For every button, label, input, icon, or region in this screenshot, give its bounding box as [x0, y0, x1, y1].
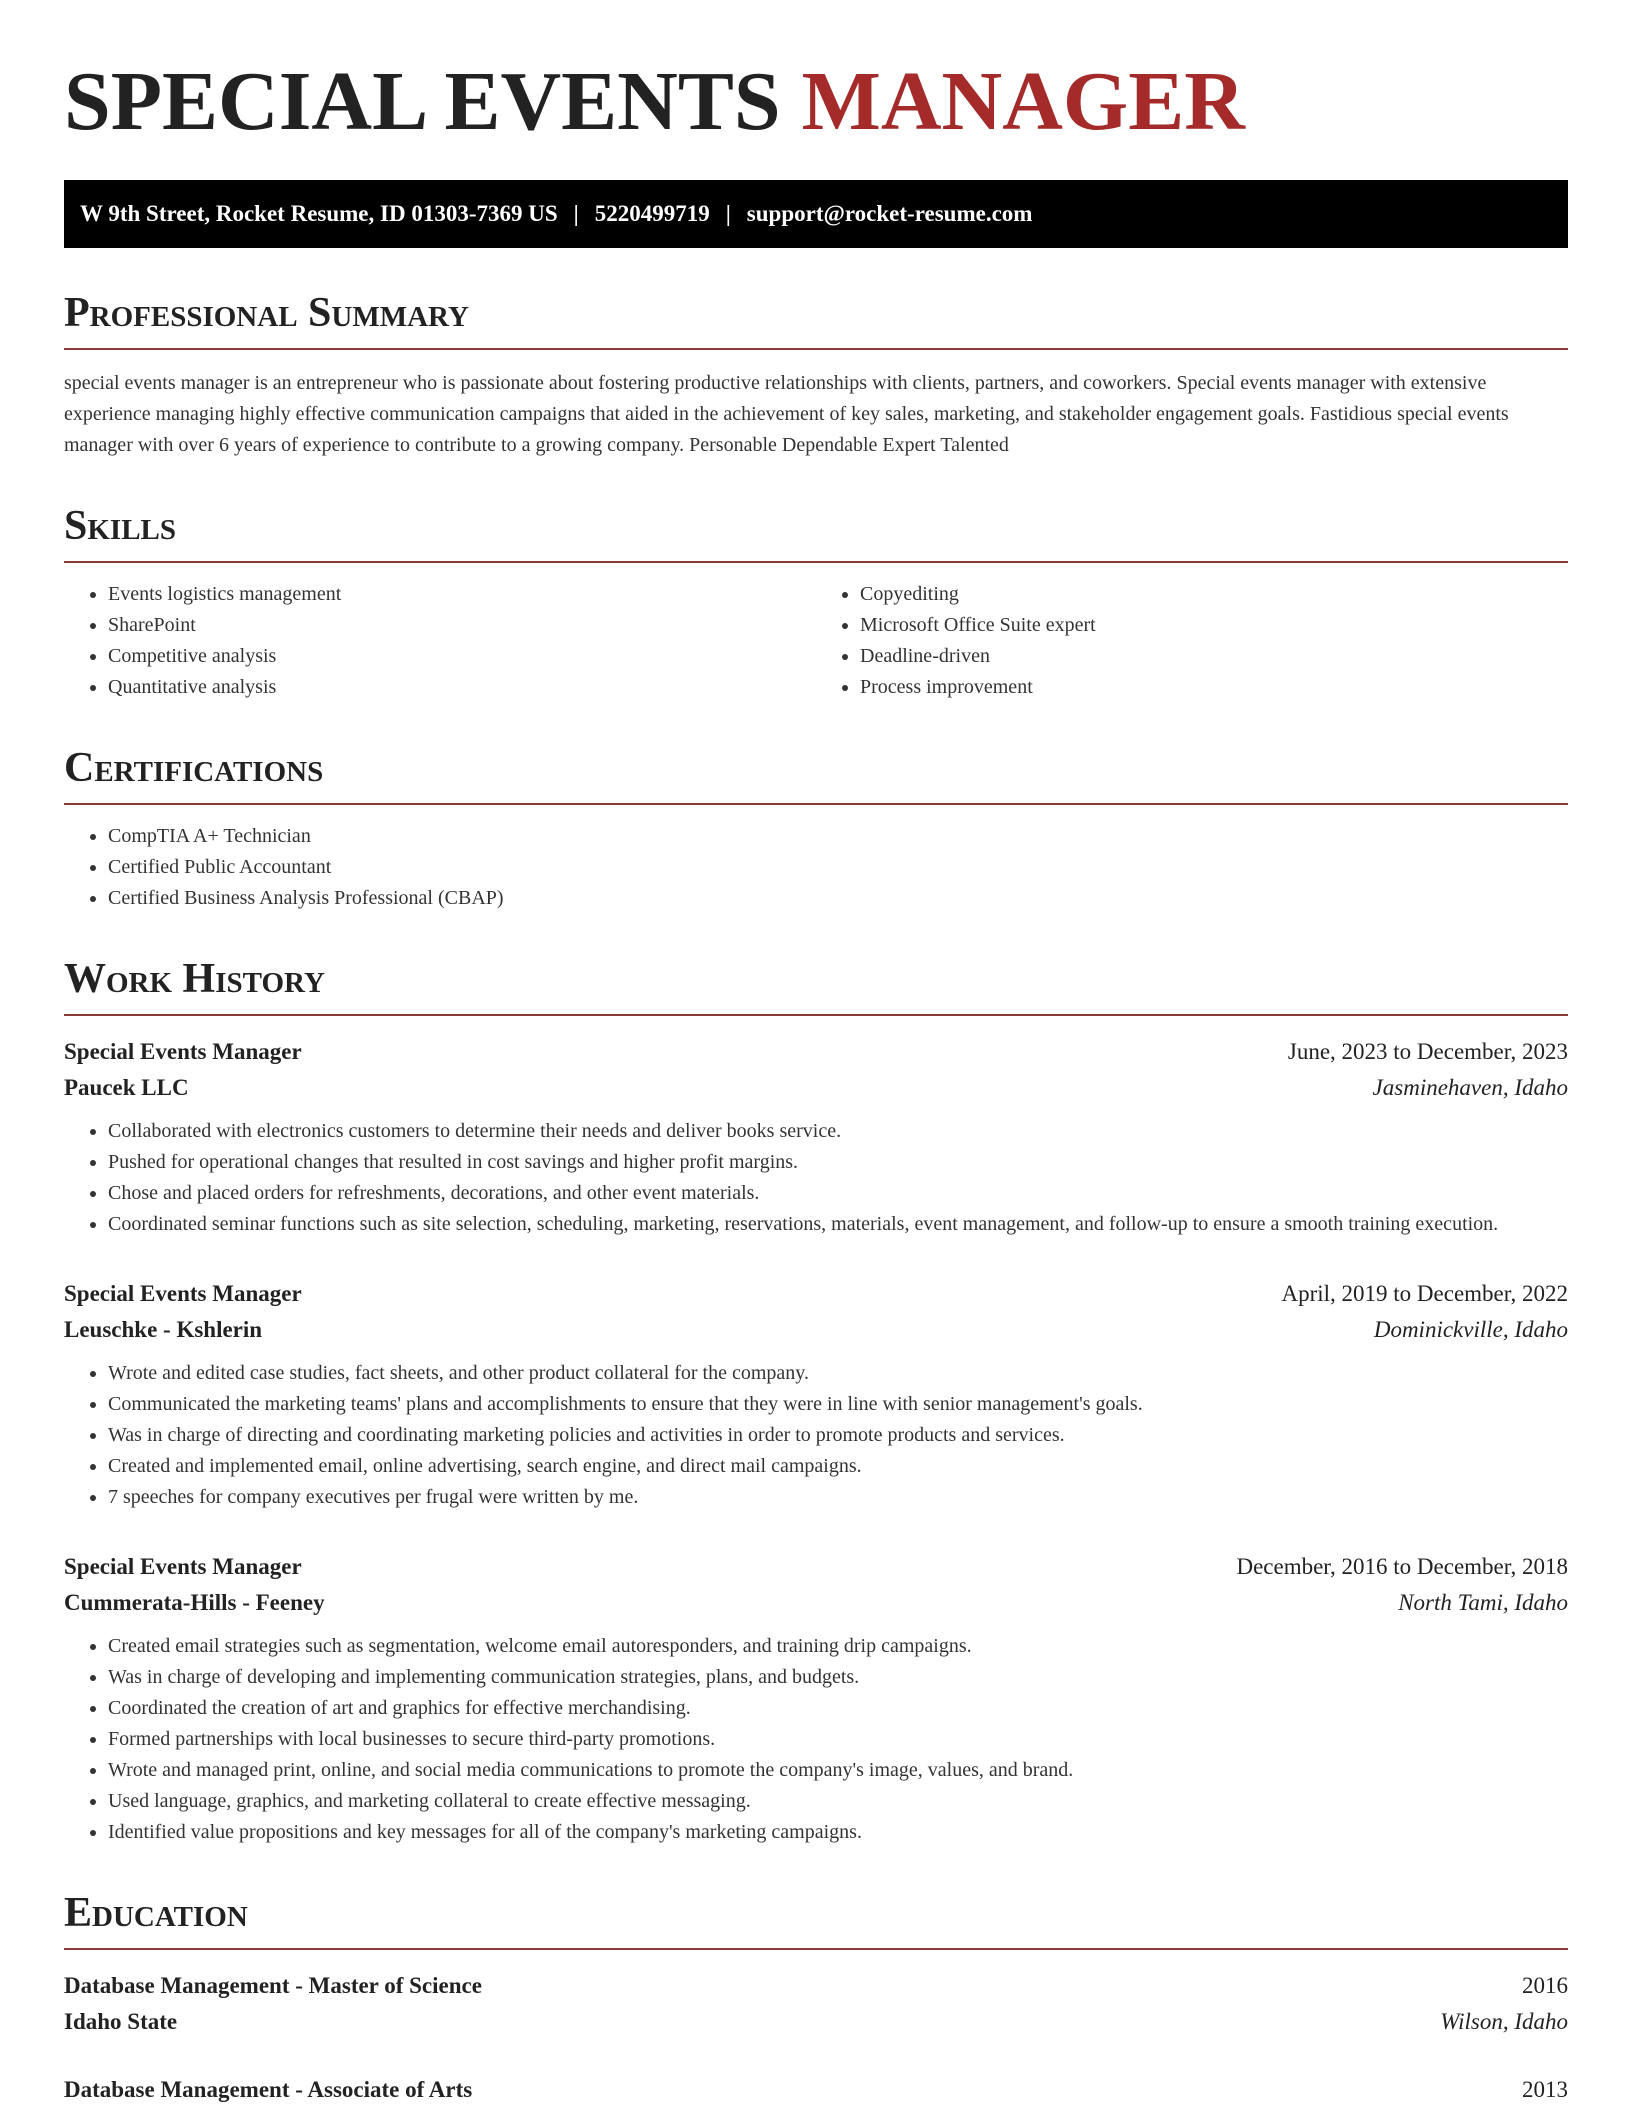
skills-list-right	[816, 579, 1568, 703]
job-bullet: • Chose and placed orders for refreshments, decorations, and other event materials.	[108, 1178, 1568, 1209]
skill-item: • Deadline-driven	[860, 641, 1568, 672]
job-bullet: • Used language, graphics, and marketing collateral to create effective messaging.	[108, 1786, 1568, 1817]
job-bullets	[64, 1116, 1568, 1240]
skill-item: • Copyediting	[860, 579, 1568, 610]
job-company-row	[64, 1585, 1568, 1621]
education-location: Wilson, Idaho	[1440, 2009, 1568, 2034]
summary-section	[64, 292, 1568, 461]
certification-item: • Certified Public Accountant	[108, 852, 1568, 883]
education-entry	[64, 1968, 1568, 2040]
skill-item: • Microsoft Office Suite expert	[860, 610, 1568, 641]
skill-item: • Competitive analysis	[108, 641, 816, 672]
job-bullets	[64, 1358, 1568, 1513]
section-title-skills: Skills	[64, 505, 1568, 563]
job-bullet: • Formed partnerships with local businesses to secure third-party promotions.	[108, 1724, 1568, 1755]
education-section	[64, 1892, 1568, 2108]
job-entry	[64, 1276, 1568, 1513]
education-school: Idaho State	[64, 2009, 178, 2034]
summary-text: special events manager is an entrepreneur who is passionate about fostering productive relationships with clients, partners, and coworkers. Special events manager with extensive experience managing highly effective communication campaigns that aided in the achievement of key sales, marketing, and stakeholder engagement goals. Fastidious special events manager with over 6 years of experience to contribute to a growing company. Personable Dependable Expert Talented	[64, 372, 1509, 456]
education-degree: Database Management - Associate of Arts	[64, 2077, 473, 2102]
job-bullet: • 7 speeches for company executives per frugal were written by me.	[108, 1482, 1568, 1513]
section-title-education: Education	[64, 1892, 1568, 1950]
job-title: Special Events Manager	[64, 1281, 302, 1306]
education-year: 2016	[1522, 1973, 1568, 1998]
job-company: Leuschke - Kshlerin	[64, 1317, 263, 1342]
job-bullet: • Coordinated seminar functions such as site selection, scheduling, marketing, reservations, materials, event management, and follow-up to ensure a smooth training execution.	[108, 1209, 1568, 1240]
job-company-row	[64, 1070, 1568, 1106]
job-location: North Tami, Idaho	[1398, 1590, 1568, 1615]
section-title-summary: Professional Summary	[64, 292, 1568, 350]
certifications-section	[64, 747, 1568, 914]
job-title: Special Events Manager	[64, 1039, 302, 1064]
work-history-section	[64, 958, 1568, 1848]
job-header-row	[64, 1276, 1568, 1312]
job-bullet: • Created and implemented email, online advertising, search engine, and direct mail campaigns.	[108, 1451, 1568, 1482]
contact-address: W 9th Street, Rocket Resume, ID 01303-7369 US	[80, 201, 558, 226]
job-bullet: • Was in charge of developing and implementing communication strategies, plans, and budgets.	[108, 1662, 1568, 1693]
job-title: Special Events Manager	[64, 1554, 302, 1579]
job-location: Dominickville, Idaho	[1373, 1317, 1568, 1342]
skills-section	[64, 505, 1568, 703]
job-bullet: • Was in charge of directing and coordinating marketing policies and activities in order to promote products and services.	[108, 1420, 1568, 1451]
skill-item: • Events logistics management	[108, 579, 816, 610]
contact-bar	[64, 180, 1568, 248]
job-bullets	[64, 1631, 1568, 1848]
job-entry	[64, 1034, 1568, 1240]
job-header-row	[64, 1549, 1568, 1585]
job-bullet: • Wrote and managed print, online, and social media communications to promote the company's image, values, and brand.	[108, 1755, 1568, 1786]
education-entry	[64, 2072, 1568, 2108]
contact-phone: 5220499719	[594, 201, 710, 226]
contact-separator: |	[725, 201, 731, 226]
resume-name	[64, 55, 1568, 148]
certification-item: • Certified Business Analysis Professional (CBAP)	[108, 883, 1568, 914]
job-dates: April, 2019 to December, 2022	[1281, 1281, 1568, 1306]
job-bullet: • Identified value propositions and key messages for all of the company's marketing campaigns.	[108, 1817, 1568, 1848]
certifications-list	[64, 821, 1568, 914]
skills-grid	[64, 579, 1568, 703]
education-school-row	[64, 2004, 1568, 2040]
skill-item: • Process improvement	[860, 672, 1568, 703]
skill-item: • SharePoint	[108, 610, 816, 641]
job-company: Paucek LLC	[64, 1075, 189, 1100]
job-company-row	[64, 1312, 1568, 1348]
certification-item: • CompTIA A+ Technician	[108, 821, 1568, 852]
job-dates: December, 2016 to December, 2018	[1236, 1554, 1568, 1579]
job-bullet: • Collaborated with electronics customers to determine their needs and deliver books service.	[108, 1116, 1568, 1147]
job-bullet: • Coordinated the creation of art and graphics for effective merchandising.	[108, 1693, 1568, 1724]
job-bullet: • Wrote and edited case studies, fact sheets, and other product collateral for the company.	[108, 1358, 1568, 1389]
section-title-work-history: Work History	[64, 958, 1568, 1016]
name-first: SPECIAL EVENTS	[64, 55, 781, 148]
job-location: Jasminehaven, Idaho	[1372, 1075, 1568, 1100]
education-year: 2013	[1522, 2077, 1568, 2102]
job-company: Cummerata-Hills - Feeney	[64, 1590, 325, 1615]
contact-email: support@rocket-resume.com	[746, 201, 1033, 226]
job-bullet: • Created email strategies such as segmentation, welcome email autoresponders, and training drip campaigns.	[108, 1631, 1568, 1662]
education-degree-row	[64, 2072, 1568, 2108]
skills-list-left	[64, 579, 816, 703]
job-bullet: • Communicated the marketing teams' plans and accomplishments to ensure that they were in line with senior management's goals.	[108, 1389, 1568, 1420]
name-last: MANAGER	[801, 55, 1245, 148]
education-degree: Database Management - Master of Science	[64, 1973, 482, 1998]
section-title-certifications: Certifications	[64, 747, 1568, 805]
education-degree-row	[64, 1968, 1568, 2004]
contact-separator: |	[573, 201, 579, 226]
job-entry	[64, 1549, 1568, 1848]
job-bullet: • Pushed for operational changes that resulted in cost savings and higher profit margins.	[108, 1147, 1568, 1178]
job-dates: June, 2023 to December, 2023	[1287, 1039, 1568, 1064]
skill-item: • Quantitative analysis	[108, 672, 816, 703]
job-header-row	[64, 1034, 1568, 1070]
